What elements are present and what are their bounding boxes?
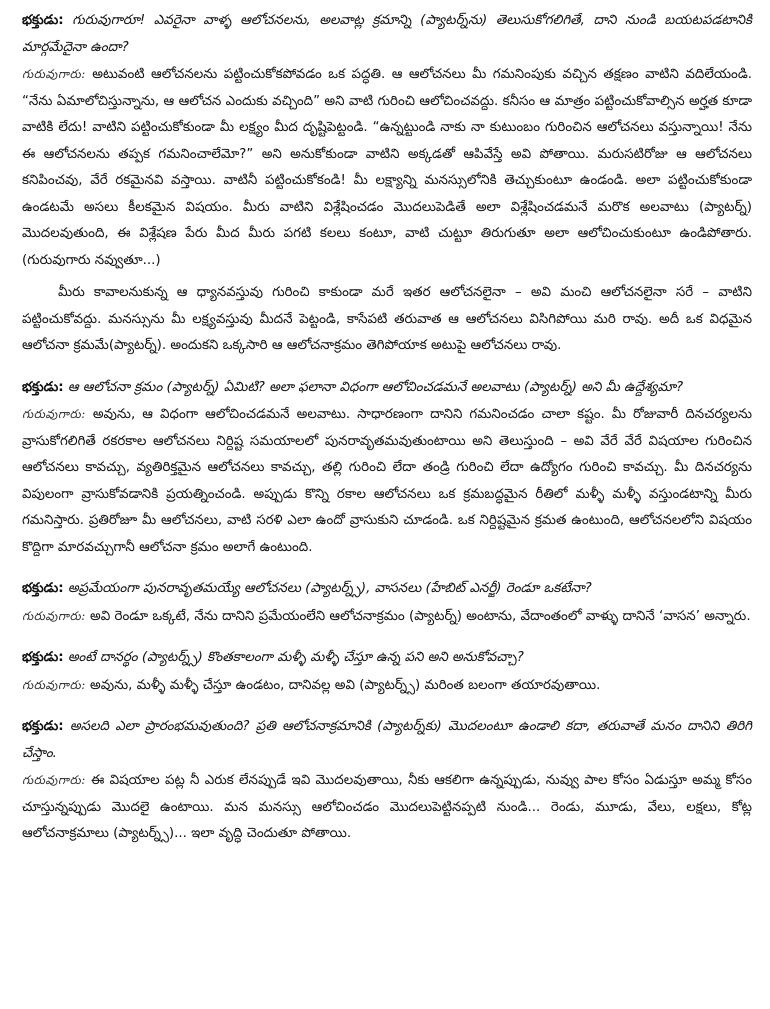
answer-text: అటువంటి ఆలోచనలను పట్టించుకోకపోవడం ఒక పద్ధతి. ఆ ఆలోచనలు మీ గమనింపుకు వచ్చిన తక్షణం వాటిని వదిలేయండి. “నేను ఏమాలోచిస్తున్నాను, ఆ ఆలోచన ఎందుకు వచ్చింది” అని వాటి గురించి ఆలోచించవద్దు. కనీసం ఆ మాత్రం పట్టించుకోవాల్సిన అర్హత కూడా వాటికి లేదు! వాటిని పట్టించుకోకుండా మీ లక్ష్యం మీద దృష్టిపెట్టండి. “ఉన్నట్టుండి నాకు నా కుటుంబం గురించిన ఆలోచనలు వస్తున్నాయి! నేను ఈ ఆలోచనలను తప్పక గమనించాలేమో?” అని అనుకోకుండా వాటిని అక్కడతో ఆపివేస్తే అవి పోతాయి. మరుసటిరోజు ఆ ఆలోచనలు కనిపించవు, వేరే రకమైనవి వస్తాయి. వాటినీ పట్టించుకోకండి! మీ లక్ష్యాన్ని మనస్సులోనికి తెచ్చుకుంటూ ఉండండి. అలా పట్టించుకోకుండా ఉండటమే అసలు కీలకమైన విషయం. మీరు వాటిని విశ్లేషించడం మొదలుపెడితే అలా విశ్లేషించడమనే మరొక అలవాటు (ప్యాటర్న్) మొదలవుతుంది, ఈ విశ్లేషణ పేరు మీద మీరు పగటి కలలు కంటూ, వాటి చుట్టూ తిరుగుతూ అలా ఆలోచించుకుంటూ ఉండిపోతారు. (గురువుగారు నవ్వుతూ...) [22, 67, 752, 268]
qa-block-3 [22, 576, 752, 630]
qa-block-4 [22, 645, 752, 699]
qa-block-1 [22, 8, 752, 360]
qa-block-5 [22, 714, 752, 848]
devotee-label: భక్తుడు: [22, 581, 64, 596]
devotee-label: భక్తుడు: [22, 13, 64, 28]
guru-label: గురువుగారు: [22, 677, 86, 692]
answer-text: అవును, మళ్ళీ మళ్ళీ చేస్తూ ఉండటం, దానివల్ల అవి (ప్యాటర్న్స్) మరింత బలంగా తయారవుతాయి. [90, 677, 601, 693]
answer-text: ఈ విషయాల పట్ల నీ ఎరుక లేనప్పుడే ఇవి మొదలవుతాయి, నీకు ఆకలిగా ఉన్నప్పుడు, నువ్వు పాల కోసం ఏడుస్తూ అమ్మ కోసం చూస్తున్నప్పుడు మొదలై ఉంటాయి. మన మనస్సు ఆలోచించడం మొదలుపెట్టినప్పటి నుండి... రెండు, మూడు, వేలు, లక్షలు, కోట్ల ఆలోచనాక్రమాలు (ప్యాటర్న్స్)... ఇలా వృద్ధి చెందుతూ పోతాయి. [22, 773, 752, 841]
answer-text: అవి రెండూ ఒక్కటే, నేను దానిని ప్రమేయంలేని ఆలోచనాక్రమం (ప్యాటర్న్) అంటాను, వేదాంతంలో వాళ్ళు దానినే ‘వాసన’ అన్నారు. [90, 608, 751, 624]
devotee-label: భక్తుడు: [22, 650, 64, 665]
question-text: ఆ ఆలోచనా క్రమం (ప్యాటర్న్) ఏమిటి? అలా ఫలానా విధంగా ఆలోచించడమనే అలవాటు (ప్యాటర్న్) అని మీ ఉద్దేశ్యమా? [67, 379, 684, 395]
question-paragraph [22, 375, 752, 402]
guru-label: గురువుగారు: [22, 773, 86, 787]
answer-paragraph [22, 672, 752, 700]
answer-paragraph [22, 401, 752, 561]
question-paragraph [22, 576, 752, 603]
qa-block-2 [22, 375, 752, 562]
guru-label: గురువుగారు: [22, 407, 86, 421]
question-paragraph [22, 714, 752, 767]
question-text: అంటే దానర్థం (ప్యాటర్న్స్) కొంతకాలంగా మళ్ళీ మళ్ళీ చేస్తూ ఉన్న పని అని అనుకోవచ్చా? [67, 650, 524, 665]
guru-label: గురువుగారు: [22, 608, 86, 623]
question-paragraph [22, 8, 752, 61]
answer-text: అవును, ఆ విధంగా ఆలోచించడమనే అలవాటు. సాధారణంగా దానిని గమనించడం చాలా కష్టం. మీ రోజువారీ దినచర్యలను వ్రాసుకోగలిగితే రకరకాల ఆలోచనలు నిర్దిష్ట సమయాలలో పునరావృతమవుతుంటాయి అని తెలుస్తుంది – అవి వేరే వేరే విషయాల గురించిన ఆలోచనలు కావచ్చు, వ్యతిరిక్తమైన ఆలోచనలు కావచ్చు, తల్లి గురించి లేదా తండ్రి గురించి లేదా ఉద్యోగం గురించి కావచ్చు. మీ దినచర్యను విపులంగా వ్రాసుకోవడానికి ప్రయత్నించండి. అప్పుడు కొన్ని రకాల ఆలోచనలు ఒక క్రమబద్ధమైన రీతిలో మళ్ళీ మళ్ళీ వస్తుండటాన్ని మీరు గమనిస్తారు. ప్రతిరోజూ మీ ఆలోచనలు, వాటి సరళి ఎలా ఉందో వ్రాసుకుని చూడండి. ఒక నిర్దిష్టమైన క్రమత ఉంటుంది, ఆలోచనలలోని విషయం కొద్దిగా మారవచ్చుగానీ ఆలోచనా క్రమం అలాగే ఉంటుంది. [22, 407, 752, 555]
answer-continuation: మీరు కావాలనుకున్న ఆ ధ్యానవస్తువు గురించి కాకుండా మరే ఇతర ఆలోచనలైనా – అవి మంచి ఆలోచనలైనా సరే – వాటిని పట్టించుకోవద్దు. మనస్సును మీ లక్ష్యవస్తువు మీదనే పెట్టండి, కాసేపటి తరువాత ఆ ఆలోచనలు విసిగిపోయి మరి రావు. అదీ ఒక విధమైన ఆలోచనా క్రమమే(ప్యాటర్న్). అందుకని ఒక్కసారి ఆ ఆలోచనాక్రమం తెగిపోయాక అటుపై ఆలోచనలు రావు. [22, 285, 752, 353]
devotee-label: భక్తుడు: [22, 379, 64, 395]
question-text: గురువుగారూ! ఎవరైనా వాళ్ళ ఆలోచనలను, అలవాట్ల క్రమాన్ని (ప్యాటర్న్‌ను) తెలుసుకోగలిగితే, దాని నుండి బయటపడటానికి మార్గమేదైనా ఉందా? [22, 13, 752, 55]
question-text: అసలది ఎలా ప్రారంభమవుతుంది? ప్రతి ఆలోచనాక్రమానికి (ప్యాటర్న్‌కు) మొదలంటూ ఉండాలి కదా, తరువాతే మనం దానిని తిరిగి చేస్తాం. [22, 719, 752, 761]
answer-paragraph [22, 603, 752, 631]
answer-paragraph [22, 767, 752, 848]
question-text: అప్రమేయంగా పునరావృతమయ్యే ఆలోచనలు (ప్యాటర్న్స్), వాసనలు (హేబిట్ ఎనర్జీ) రెండూ ఒకటేనా? [67, 581, 592, 596]
guru-label: గురువుగారు: [22, 67, 86, 81]
question-paragraph [22, 645, 752, 672]
devotee-label: భక్తుడు: [22, 719, 64, 734]
answer-paragraph [22, 61, 752, 274]
